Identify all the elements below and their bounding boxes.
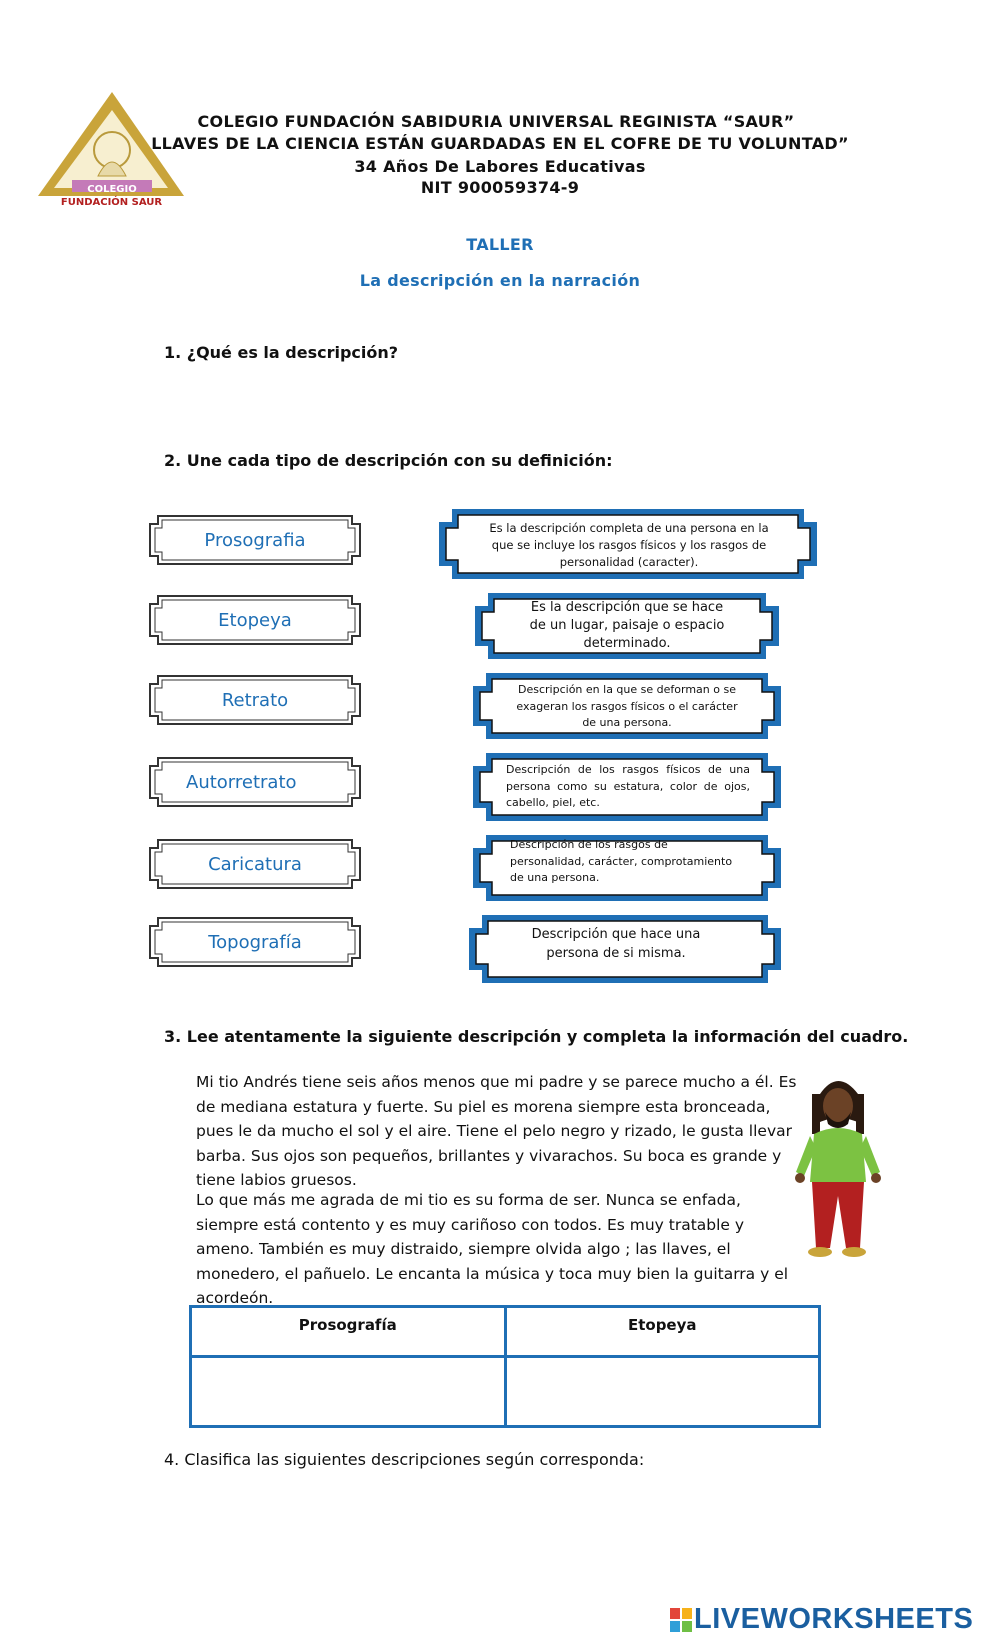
definition-box[interactable] [470,750,784,824]
term-box[interactable] [148,514,362,566]
liveworksheets-watermark: LIVEWORKSHEETS [694,1603,974,1635]
classification-table [189,1305,821,1428]
definition-text: Es la descripción que se hace de un lugar, paisaje o espacio determinado. [529,600,725,651]
page-subtitle: La descripción en la narración [359,271,641,290]
definition-text: Descripción de los rasgos de personalidad, carácter, comprotamiento de una persona. [510,838,733,885]
term-box[interactable] [148,594,362,646]
term-label: Retrato [221,689,289,711]
definition-box[interactable] [470,832,784,904]
term-box[interactable] [148,838,362,890]
school-years: 34 Años De Labores Educativas [354,157,646,176]
question-4: 4. Clasifica las siguientes descripciones según corresponda: [164,1450,645,1469]
description-paragraph-1: Mi tio Andrés tiene seis años menos que mi padre y se parece mucho a él. Es de mediana estatura y fuerte. Su piel es morena siempre esta bronceada, pues le da mucho el sol y el aire. Tiene el pelo negro y rizado, le gusta llevar barba. Sus ojos son pequeños, brillantes y vivarachos. Su boca es grande y tiene labios gruesos. [196,1073,797,1189]
definition-text: Es la descripción completa de una persona en la que se incluye los rasgos físicos y los rasgos de personalidad (caracter). [489,520,769,569]
question-1: 1. ¿Qué es la descripción? [164,343,399,362]
term-label: Caricatura [208,853,302,875]
question-2: 2. Une cada tipo de descripción con su definición: [164,451,613,470]
logo-text-line1: COLEGIO [87,184,137,195]
term-label: Etopeya [218,609,292,631]
definition-text: Descripción de los rasgos físicos de una persona como su estatura, color de ojos, cabello, piel, etc. [506,763,750,810]
description-paragraph-2: Lo que más me agrada de mi tio es su forma de ser. Nunca se enfada, siempre está contento y es muy cariñoso con todos. Es muy tratable y ameno. También es muy distraido, siempre olvida algo ; las llaves, el monedero, el pañuelo. Le encanta la música y toca muy bien la guitarra y el acordeón. [196,1191,789,1307]
school-name: COLEGIO FUNDACIÓN SABIDURIA UNIVERSAL REGINISTA “SAUR” [197,112,795,131]
term-box[interactable] [148,674,362,726]
term-label: Prosografia [204,529,306,551]
table-cell-prosografia-answer[interactable] [191,1357,506,1427]
table-header-etopeya: Etopeya [505,1307,820,1357]
definition-text: Descripción en la que se deforman o se exageran los rasgos físicos o el carácter de una persona. [516,683,738,730]
definition-text: Descripción que hace una persona de si misma. [531,927,701,961]
term-box[interactable] [148,916,362,968]
term-label: Topografía [208,931,302,953]
term-box[interactable] [148,756,362,808]
definition-box[interactable] [466,912,784,986]
term-label: Autorretrato [186,771,297,793]
table-cell-etopeya-answer[interactable] [505,1357,820,1427]
page-title: TALLER [466,235,534,254]
liveworksheets-logo-icon [670,1608,692,1632]
logo-text-line2: FUNDACIÓN SAUR [60,197,163,208]
definition-box[interactable] [470,670,784,742]
definition-box[interactable] [472,590,782,662]
uncle-illustration [790,1072,885,1262]
question-3: 3. Lee atentamente la siguiente descripción y completa la información del cuadro. [164,1027,909,1046]
table-header-prosografia: Prosografía [191,1307,506,1357]
definition-box[interactable] [436,506,820,582]
school-nit: NIT 900059374-9 [420,178,580,197]
school-motto: LLAVES DE LA CIENCIA ESTÁN GUARDADAS EN EL COFRE DE TU VOLUNTAD” [151,134,849,153]
